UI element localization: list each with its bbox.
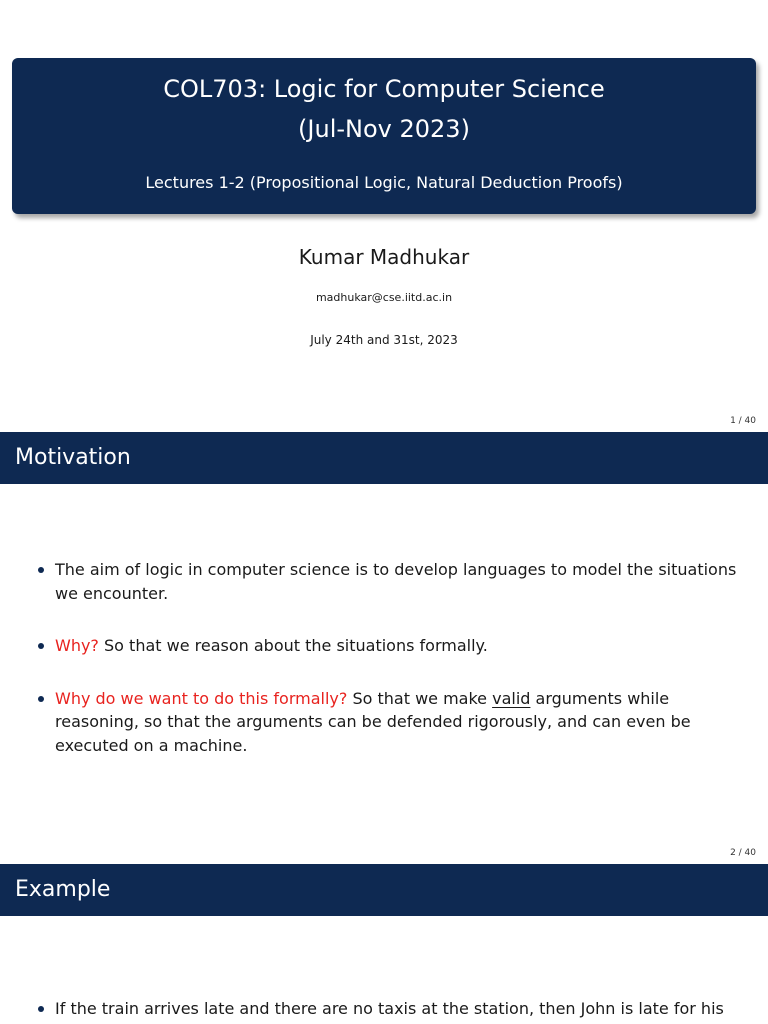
frame-title: Example: [15, 877, 111, 902]
bullet-text: If the train arrives late and there are no taxis at the station, then John is late for his: [55, 999, 724, 1018]
page-number: 1 / 40: [730, 416, 756, 426]
bullet-list: [38, 558, 744, 786]
title-line-2: (Jul-Nov 2023): [298, 115, 470, 143]
list-item: [38, 997, 744, 1021]
bullet-text: So that we reason about the situations formally.: [98, 636, 488, 655]
bullet-icon: [38, 696, 44, 702]
frame-title: Motivation: [15, 445, 131, 470]
highlighted-question: Why do we want to do this formally?: [55, 688, 348, 708]
bullet-icon: [38, 643, 44, 649]
underlined-term: valid: [492, 688, 531, 708]
bullet-text: arguments while reasoning, so that the arguments can be defended rigorously, and can even be executed on a machine.: [55, 688, 691, 755]
list-item: [38, 558, 744, 605]
highlighted-question: Why?: [55, 636, 99, 655]
author-name: Kumar Madhukar: [298, 245, 470, 269]
page-number: 2 / 40: [730, 848, 756, 858]
bullet-list: [38, 997, 744, 1024]
frame-title-bar: [0, 432, 768, 484]
bullet-text: So that we make: [347, 688, 493, 708]
title-line-1: COL703: Logic for Computer Science: [163, 75, 605, 103]
bullet-icon: [38, 1006, 44, 1012]
presentation-subtitle: Lectures 1-2 (Propositional Logic, Natural Deduction Proofs): [145, 173, 623, 192]
presentation-date: July 24th and 31st, 2023: [310, 333, 458, 347]
frame-title-bar: [0, 864, 768, 916]
list-item: [38, 634, 744, 658]
author-email: madhukar@cse.iitd.ac.in: [315, 291, 453, 304]
bullet-icon: [38, 567, 44, 573]
list-item: [38, 687, 744, 758]
bullet-text: The aim of logic in computer science is to develop languages to model the situations we encounter.: [55, 560, 737, 603]
